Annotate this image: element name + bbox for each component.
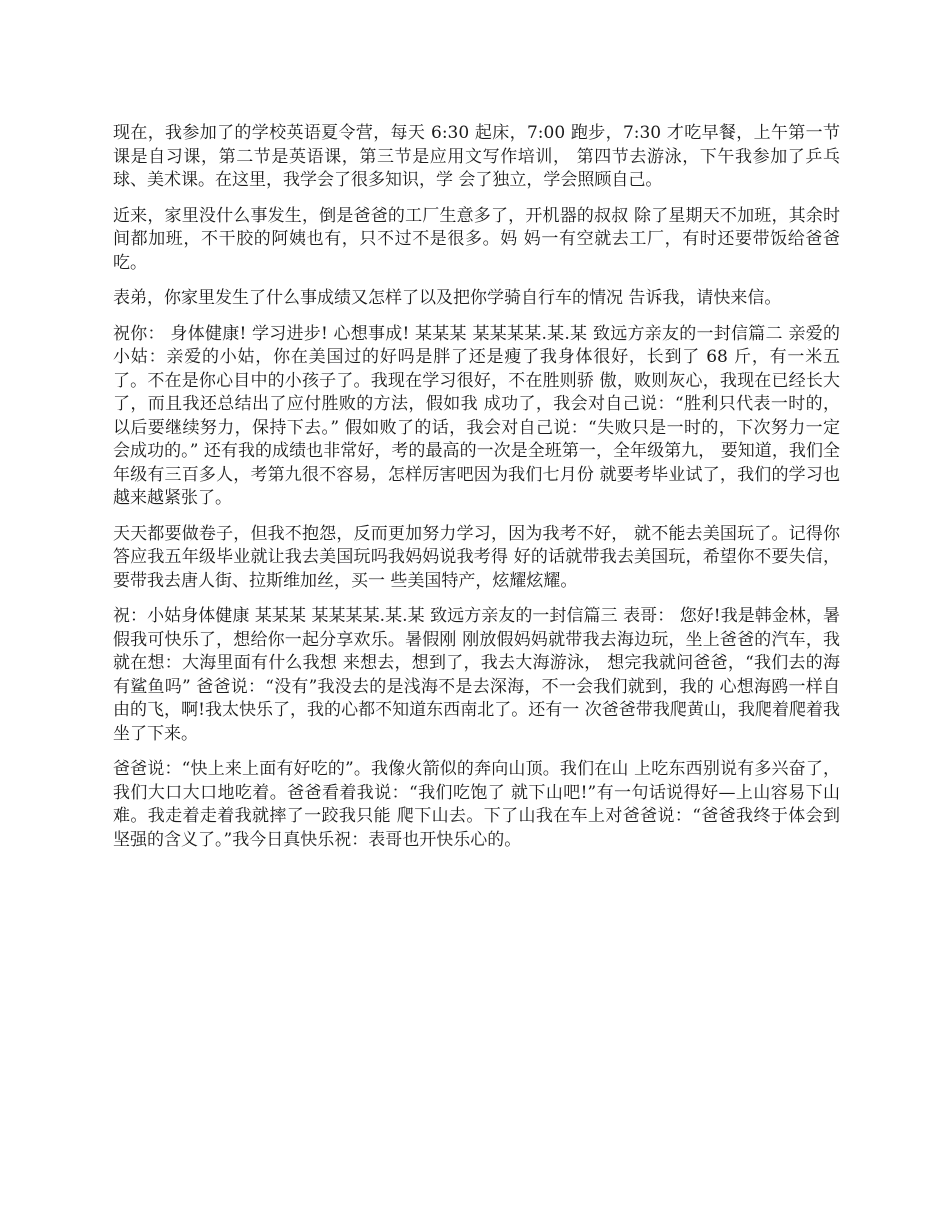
paragraph-study-hard: 天天都要做卷子，但我不抱怨，反而更加努力学习，因为我考不好， 就不能去美国玩了。记得你答应我五年级毕业就让我去美国玩吗我妈妈说我考得 好的话就带我去美国玩，希望你不要失信，要带我去唐人街、拉斯维加丝，买一 些美国特产，炫耀炫耀。	[113, 523, 840, 591]
paragraph-letter-three: 祝：小姑身体健康 某某某 某某某某.某.某 致远方亲友的一封信篇三 表哥： 您好!我是韩金林，暑假我可快乐了，想给你一起分享欢乐。暑假刚 刚放假妈妈就带我去海边玩，坐上爸爸的汽车，我就在想：大海里面有什么我想 来想去，想到了，我去大海游泳， 想完我就问爸爸，“我们去的海有鲨鱼吗” 爸爸说：“没有”我没去的是浅海不是去深海，不一会我们就到，我的 心想海鸥一样自由的飞，啊!我太快乐了，我的心都不知道东西南北了。还有一 次爸爸带我爬黄山，我爬着爬着我坐了下来。	[113, 606, 840, 744]
paragraph-family-news: 近来，家里没什么事发生，倒是爸爸的工厂生意多了，开机器的叔叔 除了星期天不加班，其余时间都加班，不干胶的阿姨也有，只不过不是很多。妈 妈一有空就去工厂，有时还要带饭给爸爸吃。	[113, 205, 840, 273]
letter-document	[113, 122, 840, 864]
paragraph-summer-camp: 现在，我参加了的学校英语夏令营，每天 6:30 起床，7:00 跑步，7:30 才吃早餐，上午第一节课是自习课，第二节是英语课，第三节是应用文写作培训， 第四节去游泳，下午我参加了乒乓球、美术课。在这里，我学会了很多知识，学 会了独立，学会照顾自己。	[113, 123, 840, 190]
paragraph-request-reply: 表弟，你家里发生了什么事成绩又怎样了以及把你学骑自行车的情况 告诉我，请快来信。	[113, 288, 782, 308]
paragraph-mountain-trip: 爸爸说：“快上来上面有好吃的”。我像火箭似的奔向山顶。我们在山 上吃东西别说有多兴奋了，我们大口大口地吃着。爸爸看着我说：“我们吃饱了 就下山吧!”有一句话说得好—上山容易下山难。我走着走着我就摔了一跤我只能 爬下山去。下了山我在车上对爸爸说：“爸爸我终于体会到坚强的含义了。”我今日真快乐祝：表哥也开快乐心的。	[113, 759, 840, 850]
paragraph-letter-two: 祝你： 身体健康! 学习进步! 心想事成! 某某某 某某某某.某.某 致远方亲友的一封信篇二 亲爱的小姑：亲爱的小姑，你在美国过的好吗是胖了还是瘦了我身体很好，长到了 68 斤，有一米五了。不在是你心目中的小孩子了。我现在学习很好，不在胜则骄 傲，败则灰心，我现在已经长大了，而且我还总结出了应付胜败的方法，假如我 成功了，我会对自己说：“胜利只代表一时的，以后要继续努力，保持下去。” 假如败了的话，我会对自己说：“失败只是一时的，下次努力一定会成功的。” 还有我的成绩也非常好，考的最高的一次是全班第一，全年级第九， 要知道，我们全年级有三百多人，考第九很不容易，怎样厉害吧因为我们七月份 就要考毕业试了，我们的学习也越来越紧张了。	[113, 323, 840, 508]
